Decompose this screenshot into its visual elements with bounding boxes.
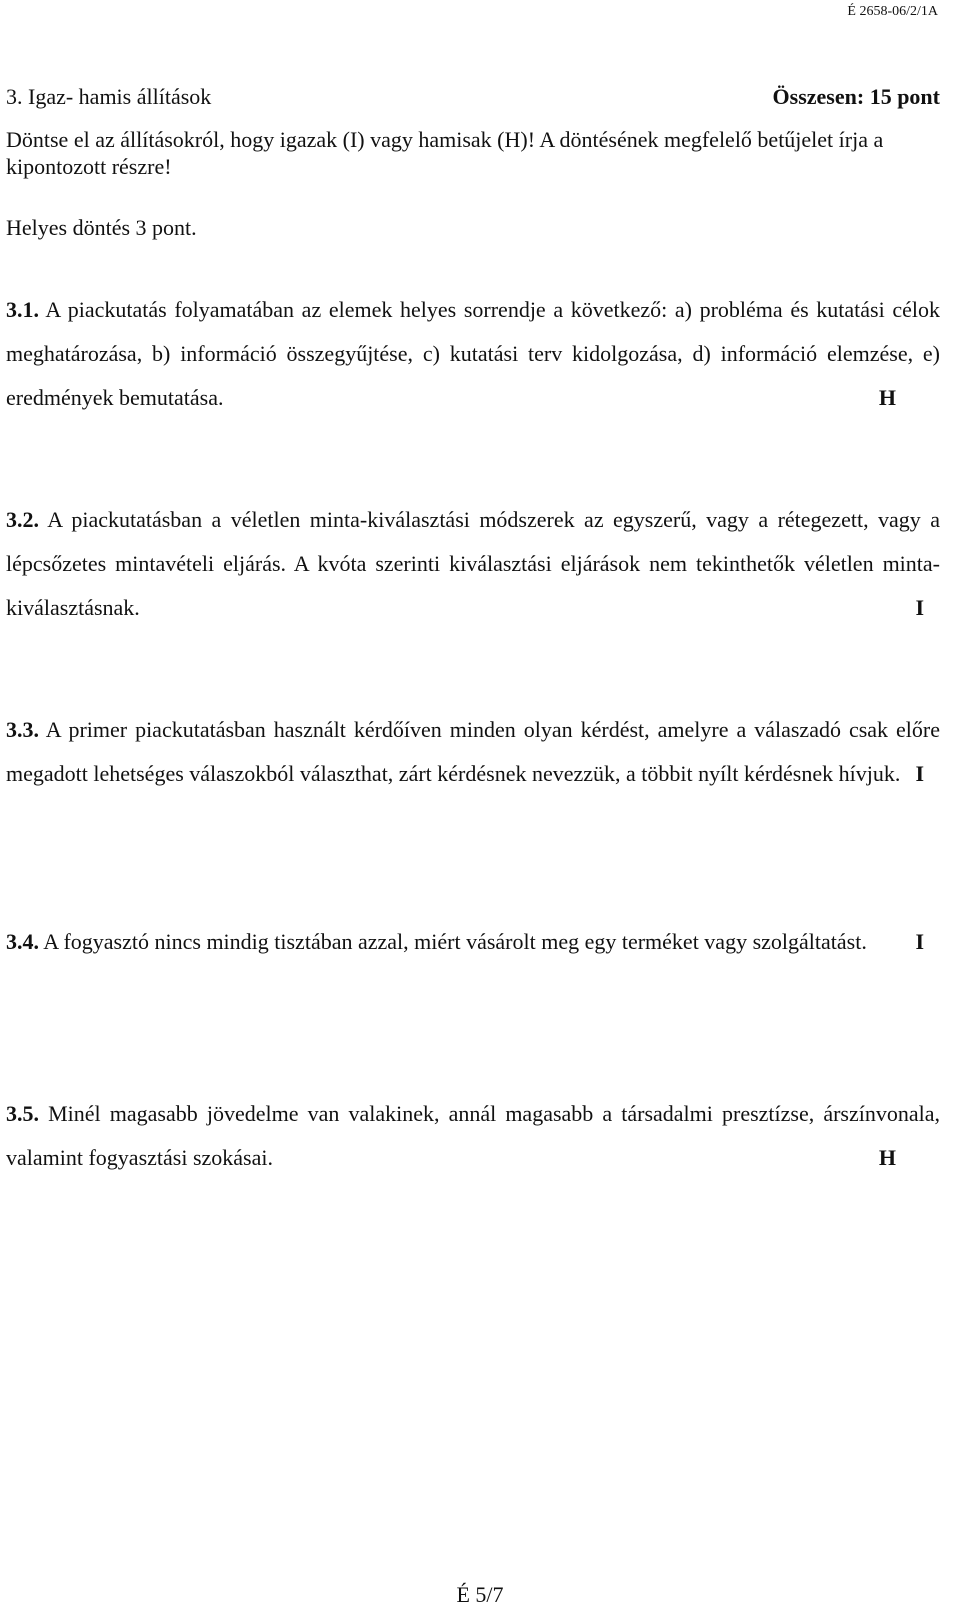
statement-item-3-2 bbox=[6, 498, 940, 630]
statement-text bbox=[6, 498, 940, 630]
page-number: É 5/7 bbox=[456, 1582, 504, 1607]
statement-item-3-4 bbox=[6, 920, 940, 964]
scoring-text: Helyes döntés 3 pont. bbox=[6, 215, 197, 240]
section-header bbox=[6, 84, 940, 110]
statement-item-3-5 bbox=[6, 1092, 940, 1180]
statement-number: 3.2. bbox=[6, 507, 39, 532]
section-title: 3. Igaz- hamis állítások bbox=[6, 84, 212, 109]
page-code: É 2658-06/2/1A bbox=[847, 4, 938, 19]
statement-text bbox=[6, 920, 940, 964]
statement-body: Minél magasabb jövedelme van valakinek, annál magasabb a társadalmi presztízse, árszínvonala, valamint fogyasztási szokásai. bbox=[6, 1101, 941, 1170]
answer-letter: I bbox=[915, 595, 924, 620]
statement-number: 3.3. bbox=[6, 717, 39, 742]
statement-text bbox=[6, 1092, 940, 1180]
statement-number: 3.1. bbox=[6, 297, 39, 322]
statement-item-3-3 bbox=[6, 708, 940, 796]
answer-letter: I bbox=[915, 929, 924, 954]
statement-body: A primer piackutatásban használt kérdőíven minden olyan kérdést, amelyre a válaszadó csak előre megadott lehetséges válaszokból választhat, zárt kérdésnek nevezzük, a többit nyílt kérdésnek hívjuk. bbox=[6, 717, 940, 786]
statement-number: 3.5. bbox=[6, 1101, 39, 1126]
statement-body: A piackutatás folyamatában az elemek helyes sorrendje a következő: a) probléma és kutatási célok meghatározása, b) információ összegyűjtése, c) kutatási terv kidolgozása, d) információ elemzése, e) eredmények bemutatása. bbox=[6, 297, 940, 410]
section-total-points: Összesen: 15 pont bbox=[772, 84, 940, 109]
answer-letter: H bbox=[878, 1145, 896, 1170]
answer-letter: H bbox=[878, 385, 896, 410]
answer-letter: I bbox=[915, 761, 924, 786]
statement-text bbox=[6, 288, 940, 420]
statement-text bbox=[6, 708, 940, 796]
statement-number: 3.4. bbox=[6, 929, 39, 954]
statement-item-3-1 bbox=[6, 288, 940, 420]
statement-body: A fogyasztó nincs mindig tisztában azzal, miért vásárolt meg egy terméket vagy szolgáltatást. bbox=[43, 929, 867, 954]
instruction-text: Döntse el az állításokról, hogy igazak (I) vagy hamisak (H)! A döntésének megfelelő betűjelet írja a kipontozott részre! bbox=[6, 127, 884, 179]
statement-body: A piackutatásban a véletlen minta-kiválasztási módszerek az egyszerű, vagy a rétegezett, vagy a lépcsőzetes mintavételi eljárás. A kvóta szerinti kiválasztási eljárások nem tekinthetők véletlen minta-kiválasztásnak. bbox=[6, 507, 940, 620]
